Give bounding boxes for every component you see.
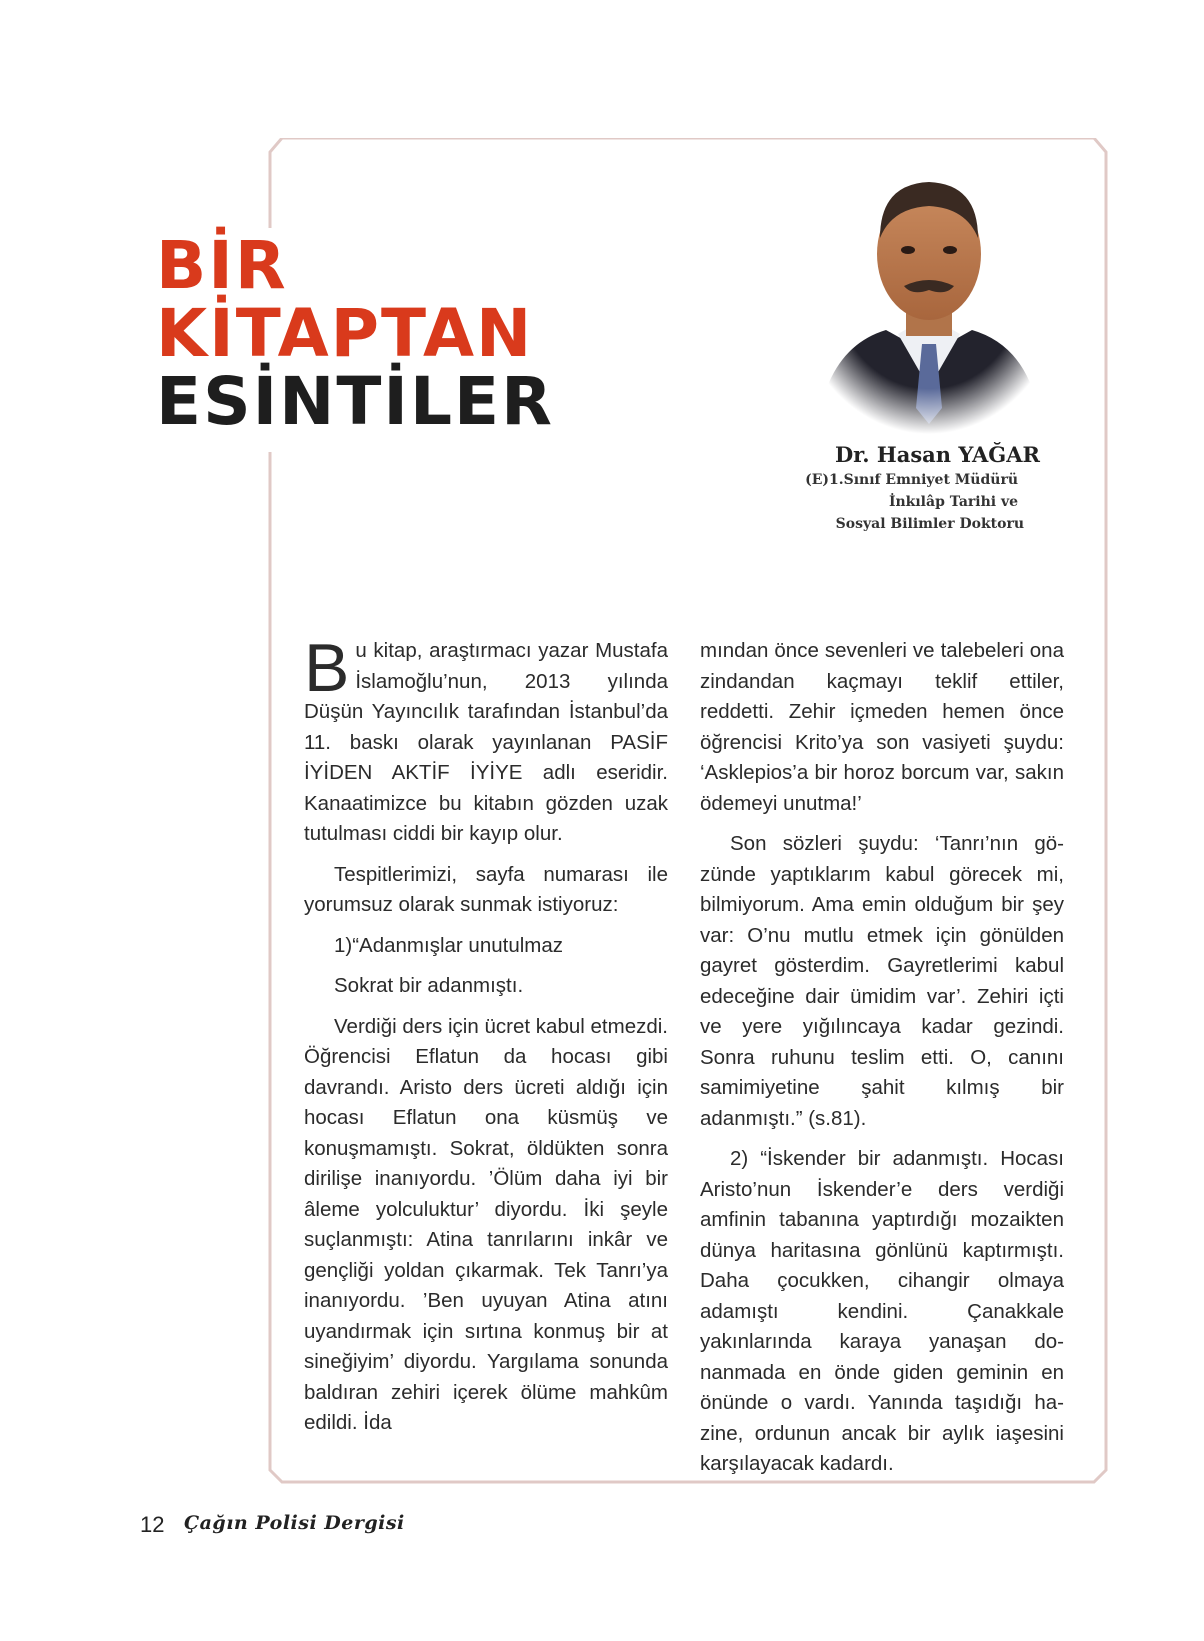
- paragraph: 2) “İskender bir adanmıştı. Hocası Aristo’nun İskender’e ders verdiği amfinin tabanına yaptırdığı mozaikten dünya haritasına gönlünü kaptırmıştı. Daha çocukken, cihangir olmaya adamıştı kendini. Çanakkale yakınlarında karaya yanaşan donanmada en önde giden geminin en önünde o vardı. Yanında taşıdığı hazine, ordunun ancak bir aylık iaşesini karşılayacak kadardı.: [700, 1147, 1064, 1475]
- author-portrait: [806, 158, 1052, 434]
- paragraph: Son sözleri şuydu: ‘Tanrı’nın gözünde yaptıklarım kabul görecek mi, bilmiyorum. Ama emin olduğum bir şey var: O’nu mutlu etmek için gönülden gayret gösterdim. Gayretlerimi kabul edeceğine dair ümidim var’. Zehiri içti ve yere yığılıncaya kadar gezindi. Sonra ruhunu teslim etti. O, canını samimiyetine şahit kılmış bir adanmıştı.” (s.81).: [700, 832, 1064, 1130]
- author-title-2: İnkılâp Tarihi ve: [888, 494, 1018, 510]
- paragraph: Sokrat bir adanmıştı.: [334, 974, 524, 997]
- paragraph: Verdiği ders için ücret kabul etmezdi. Öğrencisi Eflatun da hocası gibi davrandı. Aristo ders ücreti aldığı için hocası Eflatun ona küsmüş ve konuşmamıştı. Sokrat, öldükten sonra dirilişe inanıyordu. ’Ölüm daha iyi bir âleme yolculuktur’ diyordu. İki şeyle suçlanmıştı: Atina tanrılarını inkâr ve gençliği yoldan çıkarmak. Tek Tanrı’ya inanıyordu. ’Ben uyuyan Atina atını uyandırmak için sırtına konmuş bir at sineğiyim’ diyordu. Yargılama sonunda baldıran zehiri içerek ölüme mahkûm edildi. İda: [304, 1014, 668, 1434]
- article-column-1: [304, 630, 668, 1449]
- author-name: Dr. Hasan YAĞAR: [834, 442, 1040, 467]
- page-number: 12: [140, 1512, 165, 1537]
- drop-cap: B: [304, 630, 350, 706]
- title-line-3: ESİNTİLER: [156, 363, 554, 440]
- paragraph: mından önce sevenleri ve talebeleri ona zindandan kaçmayı teklif ettiler, reddetti. Zehir içmeden hemen önce öğrencisi Krito’ya son vasiyeti şuydu: ‘Asklepios’a bir horoz borcum var, sakın ödemeyi unutma!’: [700, 639, 1064, 815]
- magazine-name: Çağın Polisi Dergisi: [184, 1512, 405, 1534]
- title-line-2: KİTAPTAN: [156, 295, 534, 372]
- article-column-2: [700, 636, 1064, 1490]
- paragraph: Tespitlerimizi, sayfa numarası ile yorumsuz olarak sunmak istiyoruz:: [304, 862, 668, 916]
- title-line-1: BİR: [156, 227, 288, 304]
- paragraph: 1)“Adanmışlar unutulmaz: [334, 933, 564, 957]
- author-title-3: Sosyal Bilimler Doktoru: [835, 516, 1024, 532]
- paragraph-text: u kitap, araştırmacı yazar Mustafa İslamoğlu’nun, 2013 yılında Düşün Yayıncılık tarafından İstanbul’da 11. baskı olarak yayınlanan PASİF İYİDEN AKTİF İYİYE adlı eseridir. Kanaatimizce bu kitabın gözden uzak tutulması ciddi bir kayıp olur.: [304, 639, 668, 845]
- article-title: [156, 228, 766, 452]
- author-info: [760, 441, 1066, 535]
- paragraph: [304, 630, 668, 850]
- author-title-1: (E)1.Sınıf Emniyet Müdürü: [805, 472, 1018, 488]
